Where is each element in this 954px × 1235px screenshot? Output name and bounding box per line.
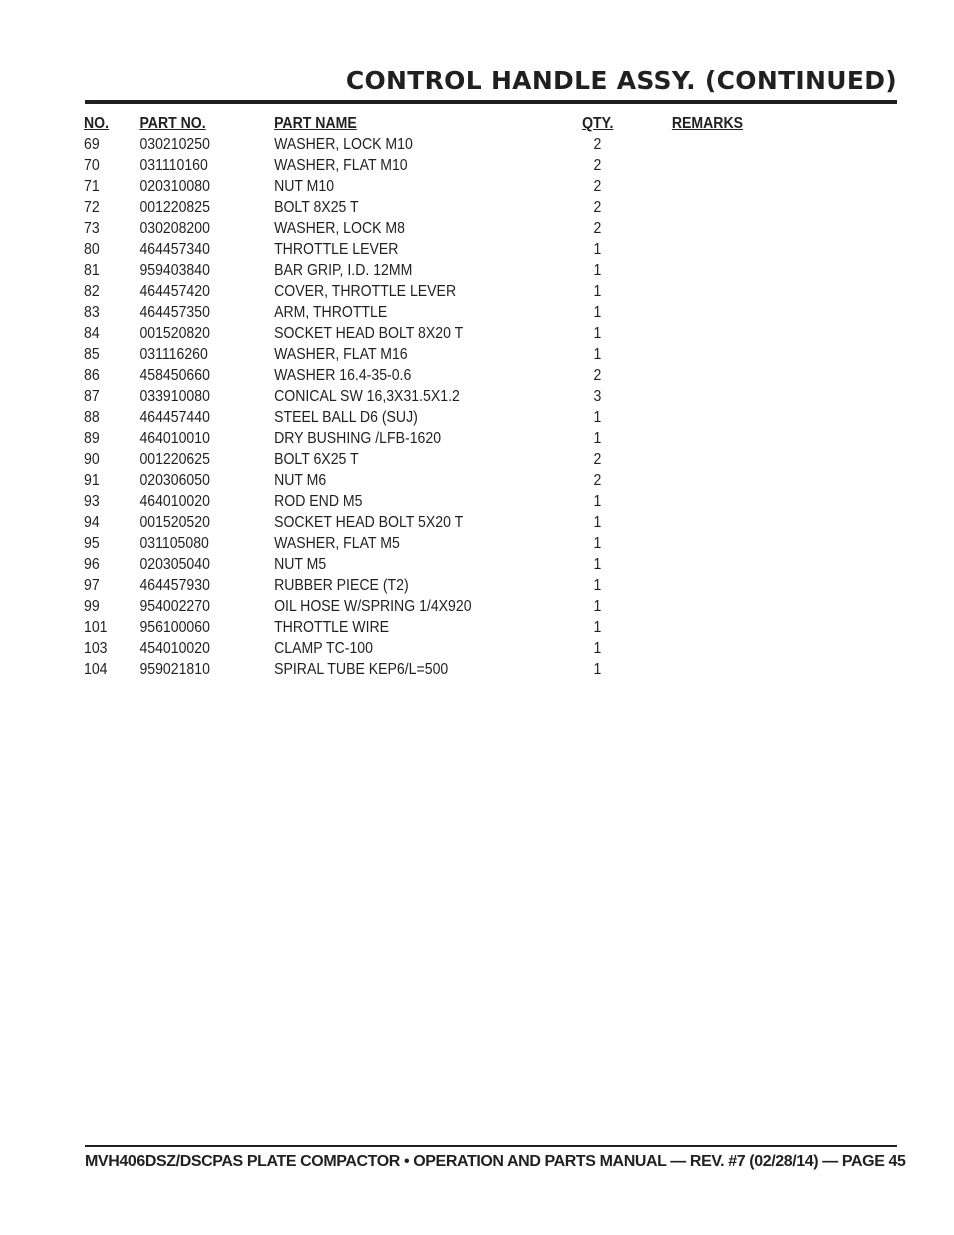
- table-row: [84, 428, 760, 449]
- table-row: [84, 407, 760, 428]
- table-row: [84, 512, 760, 533]
- cell-remarks: [672, 617, 760, 638]
- title-divider: [85, 100, 897, 104]
- cell-part-name: CONICAL SW 16,3X31.5X1.2: [274, 388, 460, 405]
- page-footer: MVH406DSZ/DSCPAS PLATE COMPACTOR • OPERATION AND PARTS MANUAL — REV. #7 (02/28/14) — PAGE 45: [85, 1153, 906, 1170]
- cell-part-no: 956100060: [139, 619, 210, 636]
- cell-part-name: WASHER, FLAT M10: [274, 157, 408, 174]
- cell-part-no: 464457440: [139, 409, 210, 426]
- table-row: [84, 365, 760, 386]
- cell-no: 94: [84, 514, 100, 531]
- cell-qty: 1: [593, 556, 602, 573]
- cell-no: 95: [84, 535, 100, 552]
- parts-table: [84, 113, 760, 680]
- cell-remarks: [672, 344, 760, 365]
- table-row: [84, 659, 760, 680]
- cell-no: 87: [84, 388, 100, 405]
- table-row: [84, 134, 760, 155]
- cell-part-no: 959021810: [139, 661, 210, 678]
- column-header-part-no: PART NO.: [139, 115, 206, 132]
- table-row: [84, 638, 760, 659]
- cell-part-no: 464457350: [139, 304, 210, 321]
- cell-no: 82: [84, 283, 100, 300]
- cell-no: 70: [84, 157, 100, 174]
- cell-qty: 2: [593, 451, 602, 468]
- table-row: [84, 596, 760, 617]
- cell-qty: 2: [593, 199, 602, 216]
- cell-remarks: [672, 659, 760, 680]
- cell-remarks: [672, 428, 760, 449]
- table-row: [84, 239, 760, 260]
- cell-part-name: OIL HOSE W/SPRING 1/4X920: [274, 598, 472, 615]
- cell-remarks: [672, 575, 760, 596]
- cell-qty: 1: [593, 241, 602, 258]
- cell-no: 88: [84, 409, 100, 426]
- cell-part-name: THROTTLE LEVER: [274, 241, 399, 258]
- cell-part-name: BAR GRIP, I.D. 12MM: [274, 262, 413, 279]
- cell-remarks: [672, 554, 760, 575]
- cell-qty: 1: [593, 325, 602, 342]
- cell-qty: 2: [593, 136, 602, 153]
- column-header-qty: QTY.: [582, 115, 614, 132]
- cell-part-no: 464010020: [139, 493, 210, 510]
- cell-qty: 1: [593, 577, 602, 594]
- cell-no: 96: [84, 556, 100, 573]
- cell-qty: 1: [593, 283, 602, 300]
- cell-remarks: [672, 470, 760, 491]
- cell-no: 104: [84, 661, 108, 678]
- cell-part-name: SOCKET HEAD BOLT 5X20 T: [274, 514, 464, 531]
- cell-qty: 1: [593, 619, 602, 636]
- cell-qty: 1: [593, 493, 602, 510]
- table-row: [84, 617, 760, 638]
- cell-part-name: BOLT 8X25 T: [274, 199, 359, 216]
- cell-no: 86: [84, 367, 100, 384]
- cell-part-no: 030210250: [139, 136, 210, 153]
- column-header-remarks: REMARKS: [671, 115, 744, 132]
- cell-part-no: 033910080: [139, 388, 210, 405]
- cell-no: 97: [84, 577, 100, 594]
- cell-part-name: WASHER, FLAT M16: [274, 346, 408, 363]
- cell-part-no: 031105080: [139, 535, 209, 552]
- cell-remarks: [672, 491, 760, 512]
- cell-no: 69: [84, 136, 100, 153]
- cell-qty: 1: [593, 430, 602, 447]
- cell-part-no: 959403840: [139, 262, 210, 279]
- cell-remarks: [672, 407, 760, 428]
- cell-remarks: [672, 197, 760, 218]
- cell-no: 93: [84, 493, 100, 510]
- cell-no: 103: [84, 640, 108, 657]
- cell-part-name: BOLT 6X25 T: [274, 451, 359, 468]
- column-header-part-name: PART NAME: [274, 115, 357, 132]
- cell-part-name: WASHER, FLAT M5: [274, 535, 400, 552]
- cell-part-name: WASHER, LOCK M8: [274, 220, 405, 237]
- cell-no: 83: [84, 304, 100, 321]
- cell-remarks: [672, 638, 760, 659]
- cell-part-no: 020306050: [139, 472, 210, 489]
- cell-remarks: [672, 365, 760, 386]
- table-row: [84, 449, 760, 470]
- cell-qty: 1: [593, 661, 602, 678]
- cell-part-name: DRY BUSHING /LFB-1620: [274, 430, 442, 447]
- cell-remarks: [672, 596, 760, 617]
- parts-table-body: [84, 134, 760, 680]
- cell-part-no: 464457930: [139, 577, 210, 594]
- cell-qty: 1: [593, 262, 602, 279]
- cell-remarks: [672, 533, 760, 554]
- cell-qty: 1: [593, 598, 602, 615]
- cell-remarks: [672, 449, 760, 470]
- cell-remarks: [672, 281, 760, 302]
- cell-part-name: SOCKET HEAD BOLT 8X20 T: [274, 325, 464, 342]
- table-row: [84, 302, 760, 323]
- cell-remarks: [672, 155, 760, 176]
- cell-no: 72: [84, 199, 100, 216]
- cell-no: 80: [84, 241, 100, 258]
- cell-part-name: SPIRAL TUBE KEP6/L=500: [274, 661, 449, 678]
- cell-no: 91: [84, 472, 100, 489]
- footer-divider: [85, 1145, 897, 1147]
- cell-part-name: COVER, THROTTLE LEVER: [274, 283, 457, 300]
- cell-part-no: 001520820: [139, 325, 210, 342]
- cell-part-no: 031110160: [139, 157, 208, 174]
- cell-qty: 1: [593, 409, 602, 426]
- cell-no: 84: [84, 325, 100, 342]
- cell-qty: 1: [593, 346, 602, 363]
- cell-qty: 2: [593, 472, 602, 489]
- cell-part-no: 464457420: [139, 283, 210, 300]
- cell-remarks: [672, 134, 760, 155]
- cell-part-no: 458450660: [139, 367, 210, 384]
- cell-part-name: STEEL BALL D6 (SUJ): [274, 409, 418, 426]
- cell-no: 99: [84, 598, 100, 615]
- cell-no: 73: [84, 220, 100, 237]
- cell-remarks: [672, 218, 760, 239]
- cell-part-name: CLAMP TC-100: [274, 640, 373, 657]
- cell-qty: 1: [593, 535, 602, 552]
- table-row: [84, 533, 760, 554]
- cell-part-no: 954002270: [139, 598, 210, 615]
- cell-no: 81: [84, 262, 100, 279]
- cell-part-no: 454010020: [139, 640, 210, 657]
- table-row: [84, 323, 760, 344]
- table-row: [84, 386, 760, 407]
- cell-qty: 2: [593, 178, 602, 195]
- table-row: [84, 281, 760, 302]
- cell-part-name: WASHER 16.4-35-0.6: [274, 367, 412, 384]
- cell-qty: 1: [593, 304, 602, 321]
- table-row: [84, 260, 760, 281]
- table-row: [84, 155, 760, 176]
- cell-part-no: 001220625: [139, 451, 210, 468]
- cell-qty: 2: [593, 367, 602, 384]
- table-row: [84, 575, 760, 596]
- cell-part-name: WASHER, LOCK M10: [274, 136, 413, 153]
- cell-part-name: NUT M5: [274, 556, 327, 573]
- table-header-row: [84, 113, 760, 134]
- cell-no: 71: [84, 178, 100, 195]
- cell-qty: 1: [593, 640, 602, 657]
- table-row: [84, 470, 760, 491]
- cell-no: 85: [84, 346, 100, 363]
- cell-no: 101: [84, 619, 108, 636]
- table-row: [84, 491, 760, 512]
- cell-remarks: [672, 512, 760, 533]
- cell-part-no: 020310080: [139, 178, 210, 195]
- cell-part-no: 001520520: [139, 514, 210, 531]
- cell-qty: 2: [593, 220, 602, 237]
- cell-remarks: [672, 239, 760, 260]
- table-row: [84, 197, 760, 218]
- table-row: [84, 176, 760, 197]
- cell-part-name: NUT M10: [274, 178, 335, 195]
- cell-no: 90: [84, 451, 100, 468]
- cell-remarks: [672, 176, 760, 197]
- cell-qty: 2: [593, 157, 602, 174]
- cell-part-no: 030208200: [139, 220, 210, 237]
- cell-part-no: 464010010: [139, 430, 210, 447]
- cell-qty: 3: [593, 388, 602, 405]
- cell-part-name: NUT M6: [274, 472, 327, 489]
- table-row: [84, 344, 760, 365]
- cell-qty: 1: [593, 514, 602, 531]
- table-row: [84, 554, 760, 575]
- cell-part-name: ARM, THROTTLE: [274, 304, 388, 321]
- cell-part-no: 464457340: [139, 241, 210, 258]
- cell-part-name: THROTTLE WIRE: [274, 619, 390, 636]
- cell-part-name: RUBBER PIECE (T2): [274, 577, 409, 594]
- column-header-no: NO.: [84, 115, 110, 132]
- cell-part-no: 031116260: [139, 346, 208, 363]
- cell-remarks: [672, 260, 760, 281]
- cell-part-name: ROD END M5: [274, 493, 363, 510]
- page-title: CONTROL HANDLE ASSY. (CONTINUED): [345, 66, 897, 95]
- cell-remarks: [672, 323, 760, 344]
- table-row: [84, 218, 760, 239]
- cell-no: 89: [84, 430, 100, 447]
- cell-remarks: [672, 386, 760, 407]
- cell-remarks: [672, 302, 760, 323]
- cell-part-no: 020305040: [139, 556, 210, 573]
- cell-part-no: 001220825: [139, 199, 210, 216]
